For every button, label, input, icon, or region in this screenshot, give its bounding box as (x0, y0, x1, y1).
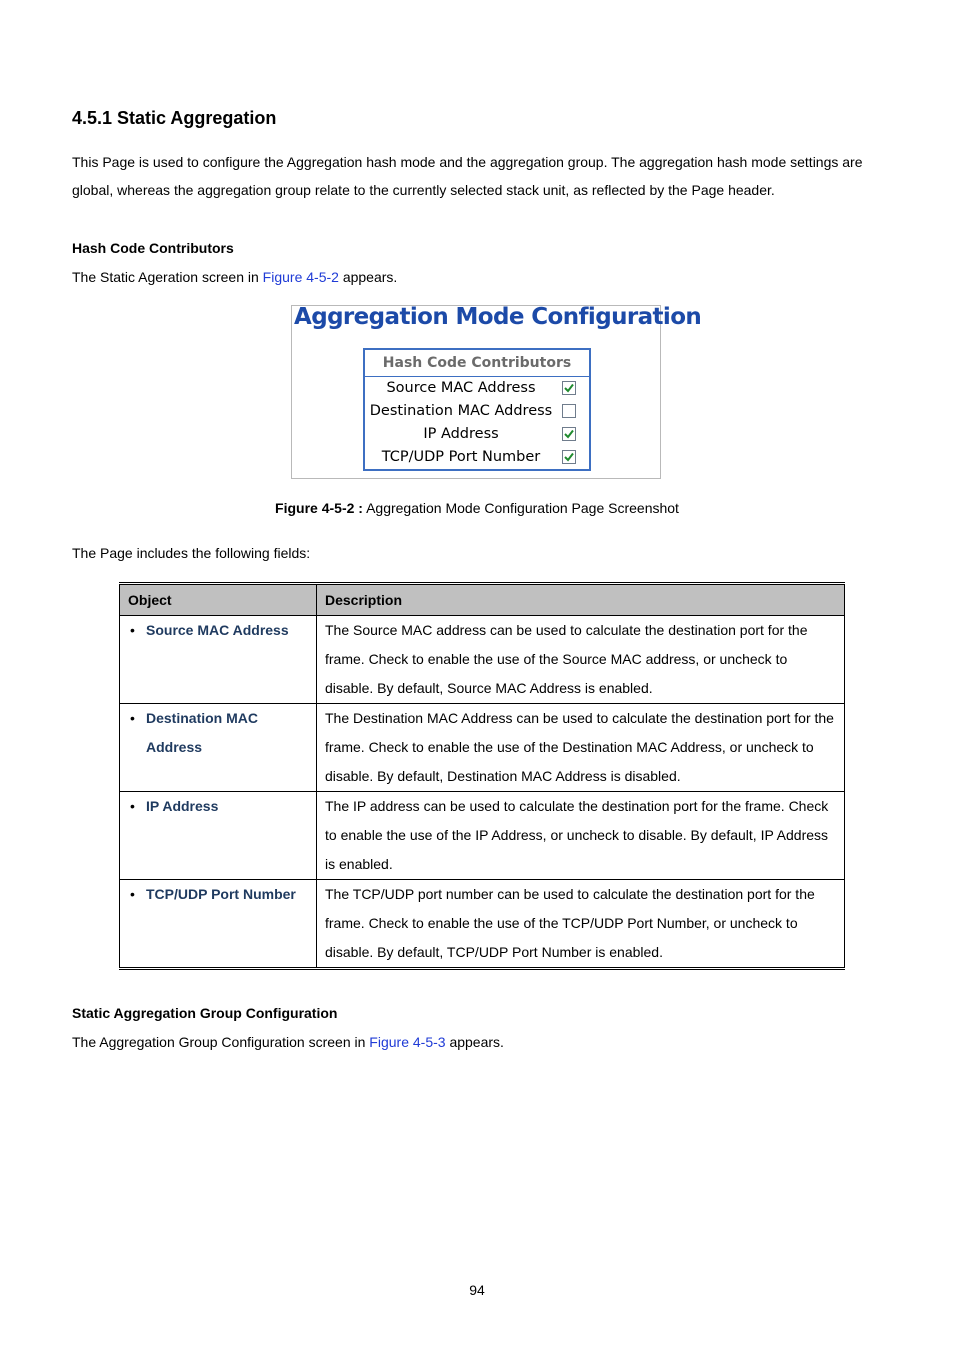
destination-mac-checkbox[interactable] (562, 404, 576, 418)
figure-title: Aggregation Mode Configuration (294, 304, 702, 330)
table-row (120, 880, 845, 969)
section-heading: 4.5.1 Static Aggregation (72, 108, 277, 128)
bullet-icon: • (130, 886, 135, 902)
description-cell: The IP address can be used to calculate the destination port for the frame. Check to enable the use of the IP Address, or uncheck to disable. By default, IP Address is enabled. (317, 792, 845, 880)
group-config-text-after: appears. (445, 1034, 504, 1050)
group-config-heading: Static Aggregation Group Configuration (72, 1005, 338, 1021)
figure-screenshot (291, 304, 702, 479)
header-description: Description (317, 584, 845, 616)
caption-text: Aggregation Mode Configuration Page Screenshot (362, 500, 679, 516)
hash-code-text-after: appears. (338, 269, 398, 285)
object-name: TCP/UDP Port Number (146, 886, 296, 902)
tcp-udp-port-checkbox[interactable] (562, 450, 576, 464)
checkmark-icon (563, 451, 575, 463)
figure-4-5-2-link[interactable]: Figure 4-5-2 (262, 269, 339, 285)
table-row (120, 704, 845, 792)
tcp-udp-port-label: TCP/UDP Port Number (381, 449, 541, 465)
row-tcp-udp-port (365, 446, 589, 469)
destination-mac-label: Destination MAC Address (369, 403, 553, 419)
fields-intro: The Page includes the following fields: (72, 545, 311, 561)
group-config-text-before: The Aggregation Group Configuration screen in (72, 1034, 370, 1050)
ip-address-checkbox[interactable] (562, 427, 576, 441)
bullet-icon: • (130, 798, 135, 814)
caption-label: Figure 4-5-2 : (275, 500, 363, 516)
row-destination-mac (365, 400, 589, 423)
bullet-icon: • (130, 622, 135, 638)
object-cell (120, 616, 317, 704)
hash-code-contributors-box (363, 348, 591, 471)
object-name: Destination MAC Address (146, 710, 258, 755)
description-cell: The Destination MAC Address can be used to calculate the destination port for the frame. Check to enable the use of the Destination MAC Address, or uncheck to disable. By default, Destination MAC Address is disabled. (317, 704, 845, 792)
table-row (120, 792, 845, 880)
description-cell: The TCP/UDP port number can be used to calculate the destination port for the frame. Check to enable the use of the TCP/UDP Port Number, or uncheck to disable. By default, TCP/UDP Port Number is enabled. (317, 880, 845, 969)
table-row (120, 616, 845, 704)
figure-caption (0, 498, 954, 518)
description-cell: The Source MAC address can be used to calculate the destination port for the frame. Check to enable the use of the Source MAC address, or uncheck to disable. By default, Source MAC Address is enabled. (317, 616, 845, 704)
ip-address-label: IP Address (423, 426, 499, 442)
object-cell (120, 792, 317, 880)
fields-table (119, 582, 845, 970)
intro-paragraph: This Page is used to configure the Aggregation hash mode and the aggregation group. The aggregation hash mode settings are global, whereas the aggregation group relate to the currently selected stack unit, as reflected by the Page header. (72, 154, 863, 198)
hash-code-text-before: The Static Ageration screen in (72, 269, 263, 285)
hash-code-paragraph (72, 263, 892, 291)
hash-box-header: Hash Code Contributors (365, 350, 589, 377)
group-config-paragraph (72, 1028, 892, 1056)
source-mac-label: Source MAC Address (386, 380, 536, 396)
object-cell (120, 880, 317, 969)
hash-code-heading: Hash Code Contributors (72, 240, 234, 256)
object-cell (120, 704, 317, 792)
checkmark-icon (563, 428, 575, 440)
row-source-mac (365, 377, 589, 400)
bullet-icon: • (130, 710, 135, 726)
table-header-row (120, 584, 845, 616)
object-name: IP Address (146, 798, 219, 814)
row-ip-address (365, 423, 589, 446)
checkmark-icon (563, 382, 575, 394)
source-mac-checkbox[interactable] (562, 381, 576, 395)
figure-4-5-3-link[interactable]: Figure 4-5-3 (369, 1034, 446, 1050)
page-number: 94 (469, 1282, 485, 1298)
object-name: Source MAC Address (146, 622, 289, 638)
header-object: Object (120, 584, 317, 616)
